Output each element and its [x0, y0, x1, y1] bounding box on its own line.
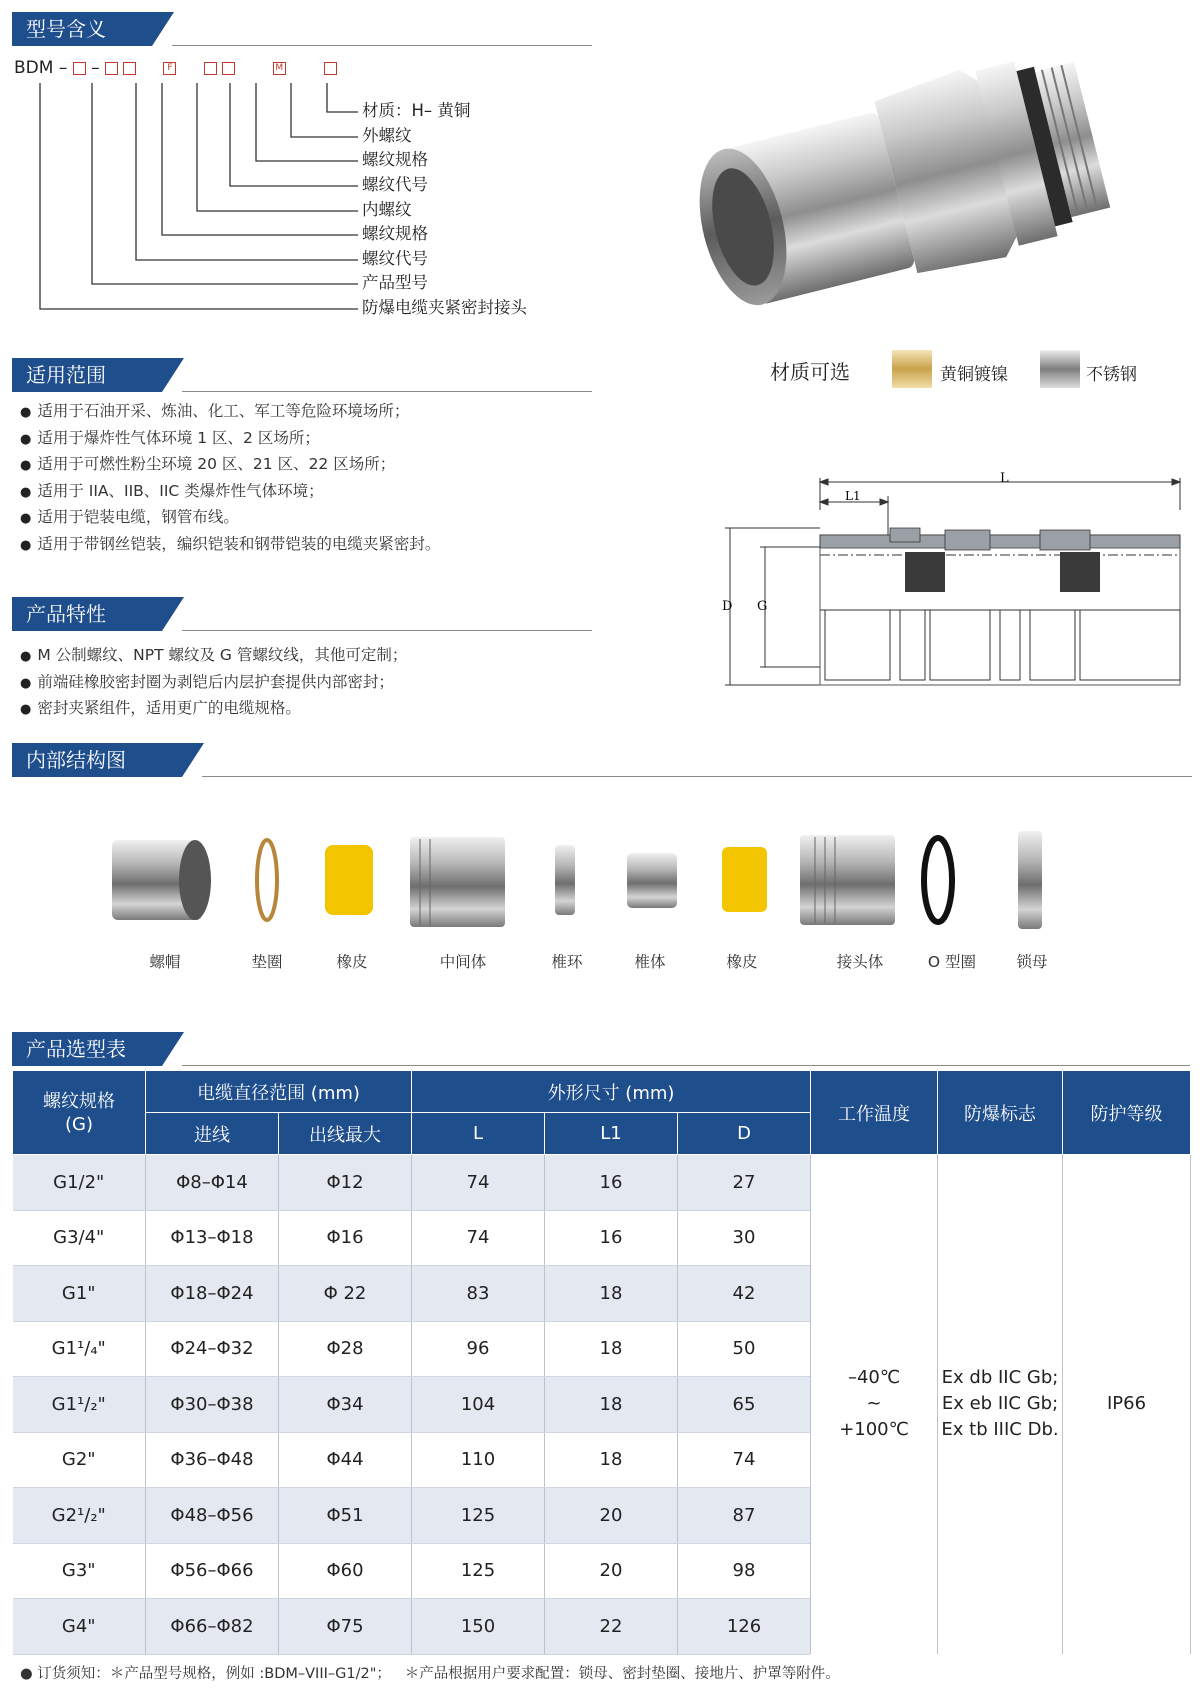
ex-mark: Ex tb IIIC Db.: [941, 1419, 1059, 1441]
component-label: 椎环: [551, 953, 583, 971]
header-ex: 防爆标志: [938, 1071, 1063, 1155]
cell-thread: G3/4": [13, 1210, 146, 1266]
model-label: 内螺纹: [362, 200, 412, 219]
component-label: 接头体: [836, 953, 884, 971]
cell-L: 104: [412, 1377, 545, 1433]
model-prefix: BDM: [14, 58, 54, 78]
cell-outlet: Φ75: [279, 1599, 412, 1655]
cell-L: 125: [412, 1488, 545, 1544]
model-label: 产品型号: [362, 273, 428, 292]
header-temp: 工作温度: [811, 1071, 938, 1155]
cell-inlet: Φ30–Φ38: [146, 1377, 279, 1433]
list-item: ● 适用于带钢丝铠装，编织铠装和钢带铠装的电缆夹紧密封。: [20, 531, 440, 558]
list-item: ● 适用于石油开采、炼油、化工、军工等危险环境场所；: [20, 398, 440, 425]
ex-mark: Ex eb IIC Gb;: [941, 1393, 1059, 1415]
cell-L: 74: [412, 1210, 545, 1266]
list-item: ● 适用于可燃性粉尘环境 20 区、21 区、22 区场所；: [20, 451, 440, 478]
cell-outlet: Φ 22: [279, 1266, 412, 1322]
section-rule: [182, 391, 592, 392]
list-item: ● M 公制螺纹、NPT 螺纹及 G 管螺纹线，其他可定制；: [20, 642, 407, 669]
cell-D: 126: [678, 1599, 811, 1655]
cell-L1: 16: [545, 1210, 678, 1266]
header-dimensions: 外形尺寸 (mm): [412, 1071, 811, 1113]
cell-L: 96: [412, 1321, 545, 1377]
cell-L1: 22: [545, 1599, 678, 1655]
header-ip: 防护等级: [1063, 1071, 1191, 1155]
features-list: [20, 642, 407, 722]
cell-D: 98: [678, 1543, 811, 1599]
cell-outlet: Φ16: [279, 1210, 412, 1266]
cell-inlet: Φ13–Φ18: [146, 1210, 279, 1266]
header-cable-range: 电缆直径范围 (mm): [146, 1071, 412, 1113]
cone-image: [627, 853, 677, 908]
component-label: 椎体: [634, 953, 666, 971]
cell-L: 83: [412, 1266, 545, 1322]
cell-thread: G2¹/₂": [13, 1488, 146, 1544]
code-box: [105, 62, 118, 75]
rubber-image: [325, 845, 373, 915]
dim-L1: L1: [845, 489, 861, 503]
cell-outlet: Φ51: [279, 1488, 412, 1544]
model-label: 螺纹代号: [362, 175, 428, 194]
component-images: [100, 825, 1080, 935]
list-item: ● 前端硅橡胶密封圈为剥铠后内层护套提供内部密封；: [20, 669, 407, 696]
model-code: [14, 58, 337, 78]
cell-thread: G3": [13, 1543, 146, 1599]
model-label: 外螺纹: [362, 126, 412, 145]
temp-sep: ~: [866, 1393, 882, 1415]
code-box-f: F: [163, 62, 176, 75]
cell-L: 150: [412, 1599, 545, 1655]
component-label: 垫圈: [251, 953, 283, 971]
cell-D: 27: [678, 1155, 811, 1211]
cell-inlet: Φ48–Φ56: [146, 1488, 279, 1544]
cell-D: 42: [678, 1266, 811, 1322]
component-label: 橡皮: [336, 953, 368, 971]
dash: –: [91, 58, 100, 78]
cell-D: 30: [678, 1210, 811, 1266]
model-label-material: 材质：H– 黄铜: [362, 101, 471, 120]
nut-image: [112, 840, 211, 920]
cell-D: 74: [678, 1432, 811, 1488]
material-option: 不锈钢: [1086, 365, 1137, 385]
material-option: 黄铜镀镍: [940, 365, 1008, 385]
cell-D: 65: [678, 1377, 811, 1433]
cell-outlet: Φ60: [279, 1543, 412, 1599]
component-label: 锁母: [1016, 953, 1048, 971]
cell-L1: 16: [545, 1155, 678, 1211]
swatch-brass: [892, 350, 932, 388]
code-box: [123, 62, 136, 75]
selection-table: [12, 1070, 1191, 1655]
dim-D: D: [722, 599, 733, 614]
connector-body-image: [800, 835, 895, 925]
header-L1: L1: [545, 1113, 678, 1155]
dim-L: L: [1000, 471, 1009, 486]
cell-outlet: Φ34: [279, 1377, 412, 1433]
cell-outlet: Φ12: [279, 1155, 412, 1211]
o-ring-image: [924, 838, 952, 922]
model-label: 螺纹规格: [362, 150, 428, 169]
header-L: L: [412, 1113, 545, 1155]
temp-max: +100℃: [839, 1419, 909, 1441]
list-item: ● 密封夹紧组件，适用更广的电缆规格。: [20, 695, 407, 722]
section-title: 内部结构图: [12, 743, 182, 777]
code-box: [324, 62, 337, 75]
code-box: [222, 62, 235, 75]
cell-D: 87: [678, 1488, 811, 1544]
cell-L1: 20: [545, 1488, 678, 1544]
scope-list: [20, 398, 440, 557]
cell-inlet: Φ8–Φ14: [146, 1155, 279, 1211]
component-label: 中间体: [439, 953, 487, 971]
header-thread: 螺纹规格 (G): [13, 1071, 146, 1155]
cell-inlet: Φ56–Φ66: [146, 1543, 279, 1599]
cell-outlet: Φ28: [279, 1321, 412, 1377]
section-title: 型号含义: [12, 12, 152, 46]
cell-thread: G1": [13, 1266, 146, 1322]
washer-image: [257, 840, 277, 920]
model-label: 防爆电缆夹紧密封接头: [362, 298, 527, 317]
cell-L: 74: [412, 1155, 545, 1211]
cell-L: 110: [412, 1432, 545, 1488]
cell-outlet: Φ44: [279, 1432, 412, 1488]
dash: –: [58, 58, 68, 78]
code-box-m: M: [273, 62, 286, 75]
header-outlet: 出线最大: [279, 1113, 412, 1155]
cell-thread: G2": [13, 1432, 146, 1488]
cell-L1: 20: [545, 1543, 678, 1599]
section-rule: [182, 630, 592, 631]
cell-thread: G1¹/₂": [13, 1377, 146, 1433]
rubber-image: [722, 847, 767, 912]
section-rule: [202, 776, 1192, 777]
component-label: O 型圈: [927, 953, 977, 971]
swatch-steel: [1040, 350, 1080, 388]
cell-thread: G1/2": [13, 1155, 146, 1211]
cell-inlet: Φ36–Φ48: [146, 1432, 279, 1488]
cell-inlet: Φ18–Φ24: [146, 1266, 279, 1322]
cell-D: 50: [678, 1321, 811, 1377]
cell-ip: IP66: [1063, 1155, 1191, 1655]
model-label: 螺纹代号: [362, 249, 428, 268]
component-label: 橡皮: [726, 953, 758, 971]
table-row: [13, 1155, 1191, 1211]
code-box: [73, 62, 86, 75]
cell-L: 125: [412, 1543, 545, 1599]
section-rule: [182, 1065, 1190, 1066]
material-title: 材质可选: [770, 360, 850, 384]
cone-ring-image: [555, 845, 575, 915]
code-box: [204, 62, 217, 75]
product-photo: [640, 12, 1160, 312]
dim-G: G: [757, 599, 768, 614]
order-note: ● 订货须知：＊产品型号规格，例如 :BDM–VIII–G1/2"； ＊产品根据用户要求配置：锁母、密封垫圈、接地片、护罩等附件。: [20, 1666, 840, 1682]
cell-L1: 18: [545, 1321, 678, 1377]
temp-min: –40℃: [847, 1367, 901, 1389]
ex-mark: Ex db IIC Gb;: [941, 1367, 1059, 1389]
cell-L1: 18: [545, 1266, 678, 1322]
technical-drawing: [720, 470, 1190, 695]
cell-L1: 18: [545, 1432, 678, 1488]
component-label: 螺帽: [149, 953, 181, 971]
list-item: ● 适用于 IIA、IIB、IIC 类爆炸性气体环境；: [20, 478, 440, 505]
lock-nut-image: [1018, 831, 1042, 929]
cell-L1: 18: [545, 1377, 678, 1433]
cell-inlet: Φ66–Φ82: [146, 1599, 279, 1655]
section-title: 产品特性: [12, 597, 162, 631]
cell-thread: G4": [13, 1599, 146, 1655]
cell-temp: [811, 1155, 938, 1655]
header-inlet: 进线: [146, 1113, 279, 1155]
cell-thread: G1¹/₄": [13, 1321, 146, 1377]
section-rule: [172, 45, 592, 46]
list-item: ● 适用于铠装电缆，钢管布线。: [20, 504, 440, 531]
list-item: ● 适用于爆炸性气体环境 1 区、2 区场所；: [20, 425, 440, 452]
middle-body-image: [410, 837, 505, 927]
model-label: 螺纹规格: [362, 224, 428, 243]
section-title: 适用范围: [12, 358, 162, 392]
model-code-leader-lines: [0, 80, 380, 320]
cell-inlet: Φ24–Φ32: [146, 1321, 279, 1377]
cell-ex: [938, 1155, 1063, 1655]
section-title: 产品选型表: [12, 1032, 162, 1066]
header-D: D: [678, 1113, 811, 1155]
